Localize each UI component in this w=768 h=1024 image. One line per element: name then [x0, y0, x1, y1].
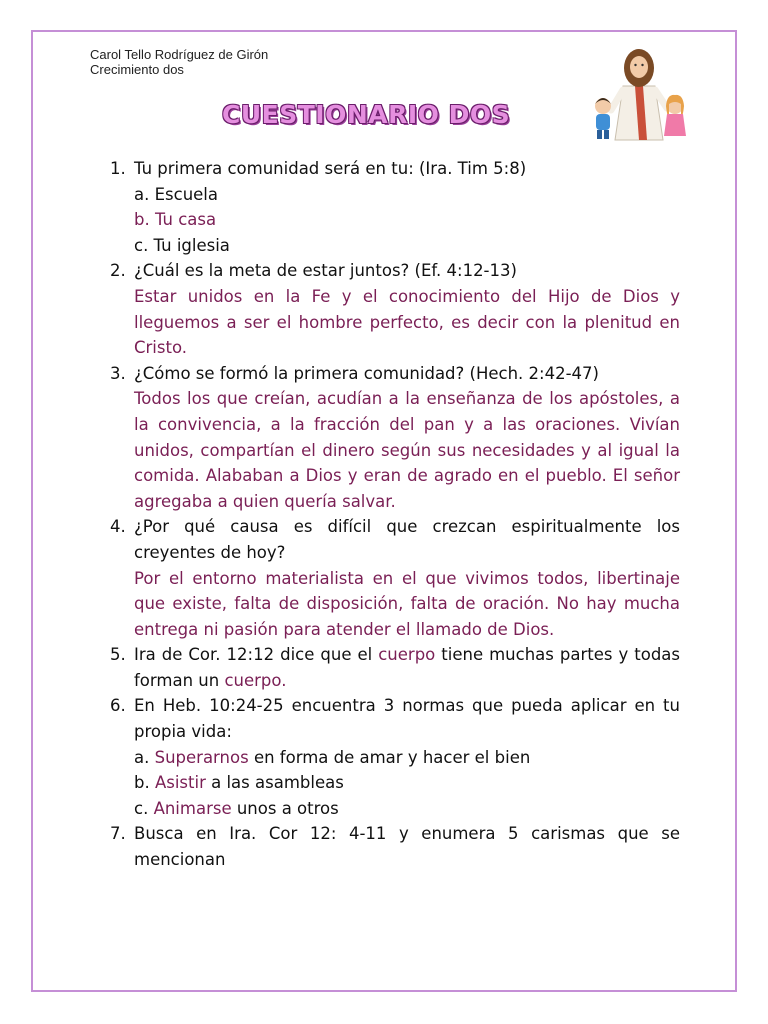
- question-4: [110, 514, 680, 642]
- question-number: 5.: [110, 645, 126, 665]
- page-title: CUESTIONARIO DOS: [222, 100, 511, 129]
- questionnaire: [110, 156, 680, 873]
- question-text: ¿Por qué causa es difícil que crezcan espiritualmente los creyentes de hoy?: [134, 517, 680, 562]
- course-name: Crecimiento dos: [90, 62, 184, 77]
- text-part: tiene muchas partes y todas forman un: [134, 645, 680, 690]
- norm-c: [134, 796, 680, 822]
- question-text: En Heb. 10:24-25 encuentra 3 normas que pueda aplicar en tu propia vida:: [134, 696, 680, 742]
- question-7: [110, 821, 680, 872]
- answer-word: Asistir: [154, 773, 206, 793]
- question-text: Busca en Ira. Cor 12: 4-11 y enumera 5 carismas que se mencionan: [134, 824, 680, 870]
- item-rest: a las asambleas: [205, 773, 344, 793]
- question-text: ¿Cómo se formó la primera comunidad? (Hech. 2:42-47): [134, 363, 599, 383]
- answer-word: cuerpo: [378, 645, 436, 665]
- text-part: Ira de Cor. 12:12 dice que el: [134, 645, 379, 665]
- author-name: Carol Tello Rodríguez de Girón: [90, 47, 269, 62]
- answer-text: Estar unidos en la Fe y el conocimiento del Hijo de Dios y lleguemos a ser el hombre perfecto, es decir con la plenitud en Cristo.: [134, 286, 680, 358]
- item-prefix: c.: [134, 798, 154, 818]
- question-number: 6.: [110, 696, 126, 716]
- question-text: ¿Cuál es la meta de estar juntos? (Ef. 4:12-13): [134, 261, 517, 281]
- item-rest: unos a otros: [231, 798, 339, 818]
- jesus-with-children-icon: [585, 46, 695, 142]
- question-5: [110, 642, 680, 693]
- header: [90, 47, 268, 77]
- option-c: c. Tu iglesia: [134, 235, 230, 255]
- item-prefix: a.: [134, 747, 155, 767]
- answer-word: cuerpo.: [224, 670, 287, 690]
- item-rest: en forma de amar y hacer el bien: [248, 747, 531, 767]
- question-number: 7.: [110, 824, 126, 844]
- question-number: 3.: [110, 363, 126, 383]
- item-prefix: b.: [134, 773, 155, 793]
- option-a: a. Escuela: [134, 184, 218, 204]
- norm-b: [134, 770, 680, 796]
- question-1: [110, 156, 680, 258]
- question-number: 1.: [110, 159, 126, 178]
- question-2: [110, 258, 680, 360]
- question-text: [134, 642, 680, 693]
- answer-text: Todos los que creían, acudían a la enseñanza de los apóstoles, a la convivencia, a la fracción del pan y a las oraciones. Vivían unidos, compartían el dinero según sus necesidades y al igual la comida. Alababan a Dios y eran de agrado en el pueblo. El señor agregaba a quien quería salvar.: [134, 389, 680, 511]
- option-b-answer: b. Tu casa: [134, 210, 217, 230]
- answer-word: Animarse: [153, 798, 232, 818]
- question-text: Tu primera comunidad será en tu: (Ira. Tim 5:8): [134, 159, 527, 178]
- norm-a: [134, 745, 680, 771]
- question-number: 4.: [110, 517, 126, 537]
- question-3: [110, 361, 680, 515]
- answer-word: Superarnos: [154, 747, 249, 767]
- answer-text: Por el entorno materialista en el que vivimos todos, libertinaje que existe, falta de disposición, falta de oración. No hay mucha entrega ni pasión para atender el llamado de Dios.: [134, 568, 680, 639]
- question-6: [110, 693, 680, 821]
- question-number: 2.: [110, 261, 126, 281]
